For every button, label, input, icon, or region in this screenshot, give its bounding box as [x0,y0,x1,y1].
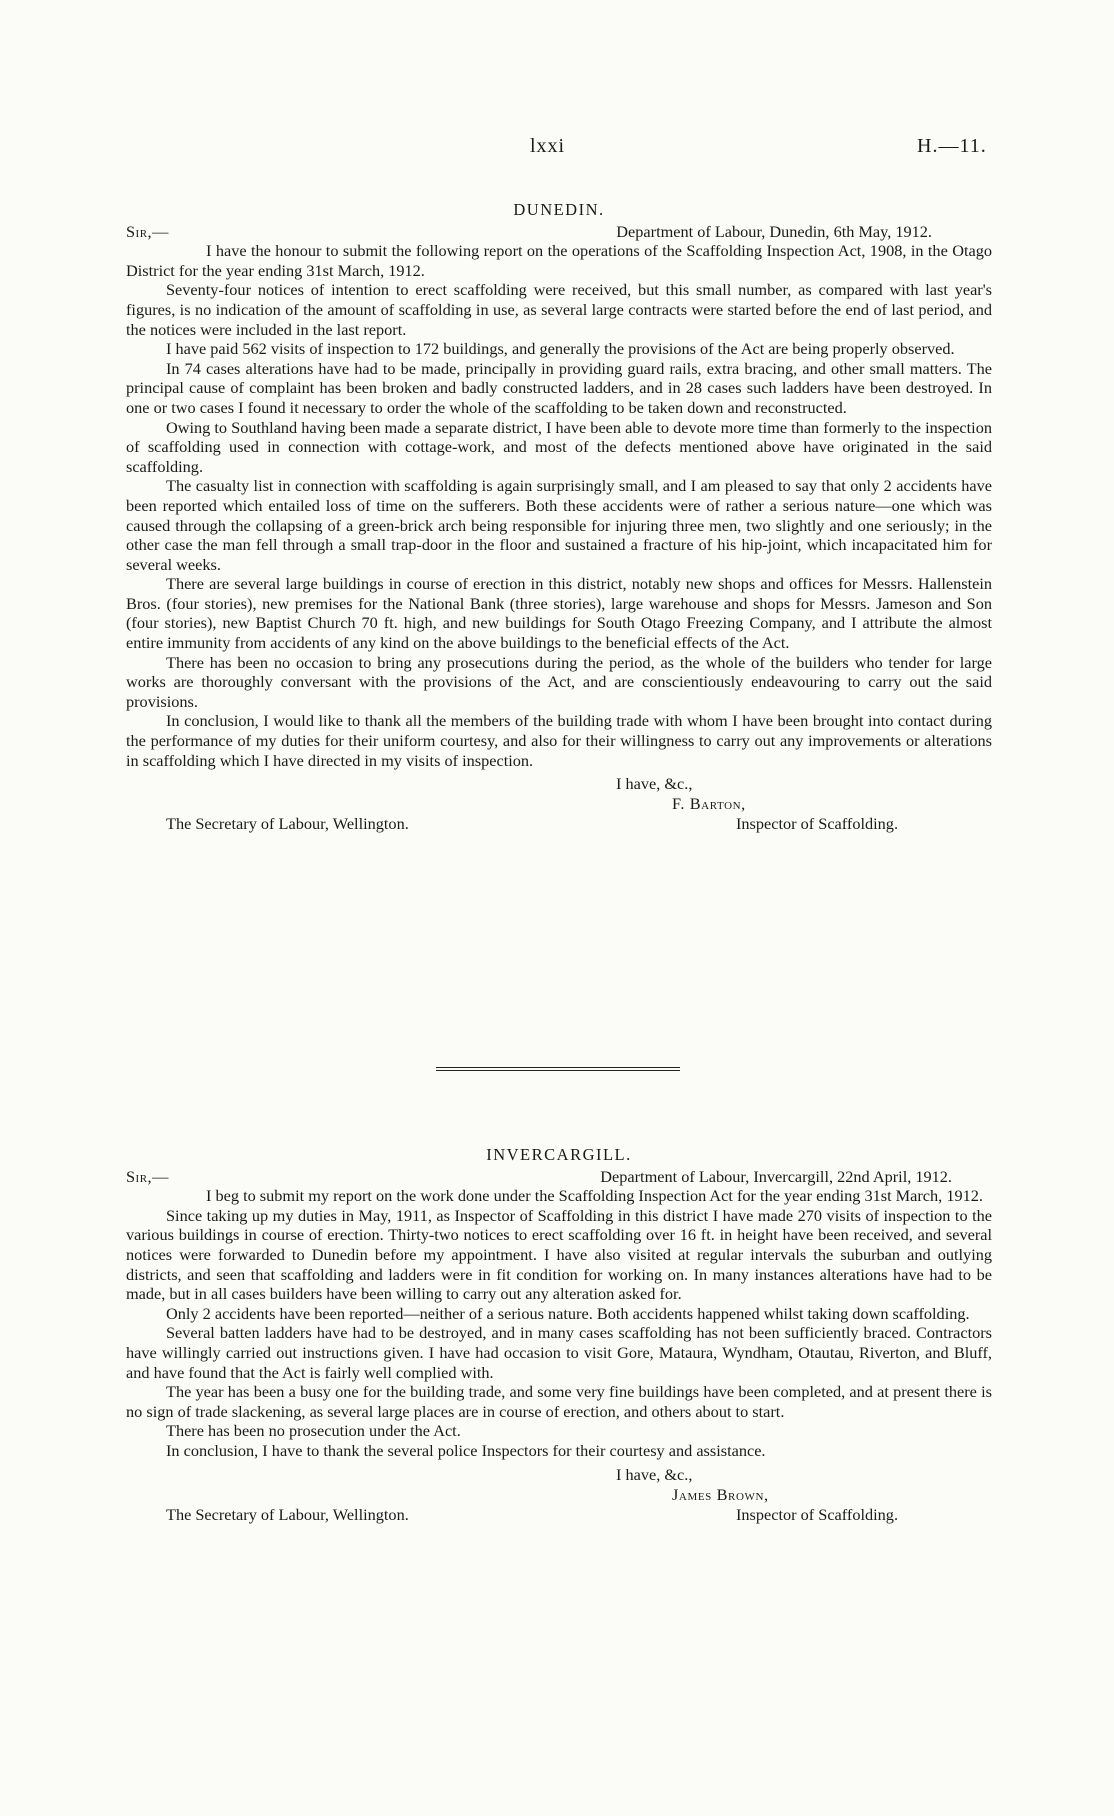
paragraph: Since taking up my duties in May, 1911, as Inspector of Scaffolding in this district I have made 270 visits of inspection to the various buildings in course of erection. Thirty-two notices to erect scaffolding over 16 ft. in height have been received, and several notices were forwarded to Dunedin before my appointment. I have also visited at regular intervals the suburban and outlying districts, and seen that scaffolding and ladders were in fit condition for working on. In many instances alterations have had to be made, but in all cases builders have been willing to carry out any alteration asked for. [126,1205,992,1304]
dunedin-report [126,200,992,834]
addressee: The Secretary of Labour, Wellington. [166,814,409,834]
dateline: Department of Labour, Dunedin, 6th May, 1912. [616,221,932,241]
paragraph: In conclusion, I have to thank the several police Inspectors for their courtesy and assistance. [166,1440,766,1460]
closing-phrase: I have, &c., [616,774,693,794]
document-code: H.—11. [917,135,987,157]
signature-block [126,774,992,834]
paragraph: The year has been a busy one for the building trade, and some very fine buildings have been completed, and at present there is no sign of trade slackening, as several large places are in course of erection, and others about to start. [126,1382,992,1421]
salutation-line [126,222,992,242]
paragraph: In conclusion, I would like to thank all the members of the building trade with whom I have been brought into contact during the performance of my duties for their uniform courtesy, and also for their willingness to carry out any improvements or alterations in scaffolding which I have directed in my visits of inspection. [126,711,992,770]
signatory-title: Inspector of Scaffolding. [736,814,899,834]
paragraph: Owing to Southland having been made a separate district, I have been able to devote more time than formerly to the inspection of scaffolding used in connection with cottage-work, and most of the defects mentioned above have originated in the said scaffolding. [126,417,992,476]
paragraph: Seventy-four notices of intention to erect scaffolding were received, but this small number, as compared with last year's figures, is no indication of the amount of scaffolding in use, as several large contracts were started before the end of last period, and the notices were included in the last report. [126,280,992,339]
signature-block [126,1465,992,1525]
salutation: Sir,— [126,221,169,241]
paragraph: I have the honour to submit the following report on the operations of the Scaffolding Inspection Act, 1908, in the Otago District for the year ending 31st March, 1912. [126,241,992,280]
signatory-name: James Brown, [672,1484,769,1504]
paragraph: Several batten ladders have had to be destroyed, and in many cases scaffolding has not been sufficiently braced. Contractors have willingly carried out instructions given. I have had occasion to visit Gore, Mataura, Wyndham, Otautau, Riverton, and Bluff, and have found that the Act is fairly well complied with. [126,1323,992,1382]
paragraph: There has been no prosecution under the Act. [166,1421,461,1441]
paragraph: Only 2 accidents have been reported—neither of a serious nature. Both accidents happened whilst taking down scaffolding. [166,1303,970,1323]
page-number: lxxi [530,135,566,157]
signatory-name: F. Barton, [672,794,746,814]
paragraph: There are several large buildings in course of erection in this district, notably new shops and offices for Messrs. Hallenstein Bros. (four stories), new premises for the National Bank (three stories), large warehouse and shops for Messrs. Jameson and Son (four stories), new Baptist Church 70 ft. high, and new buildings for South Otago Freezing Company, and I attribute the almost entire immunity from accidents of any kind on the above buildings to the beneficial effects of the Act. [126,574,992,653]
paragraph: The casualty list in connection with scaffolding is again surprisingly small, and I am pleased to say that only 2 accidents have been reported which entailed loss of time on the sufferers. Both these accidents were of rather a serious nature—one which was caused through the collapsing of a green-brick arch being responsible for injuring three men, two slightly and one seriously; in the other case the man fell through a small trap-door in the floor and sustained a fracture of his hip-joint, which incapacitated him for several weeks. [126,476,992,574]
invercargill-report [126,1145,992,1525]
section-heading: DUNEDIN. [513,200,605,219]
dateline: Department of Labour, Invercargill, 22nd April, 1912. [600,1166,952,1186]
section-divider [436,1067,680,1071]
paragraph: I beg to submit my report on the work done under the Scaffolding Inspection Act for the year ending 31st March, 1912. [206,1186,983,1206]
salutation-line [126,1167,992,1187]
paragraph: I have paid 562 visits of inspection to 172 buildings, and generally the provisions of the Act are being properly observed. [166,339,955,359]
closing-phrase: I have, &c., [616,1464,693,1484]
signatory-title: Inspector of Scaffolding. [736,1504,899,1524]
salutation: Sir,— [126,1166,169,1186]
addressee: The Secretary of Labour, Wellington. [166,1504,409,1524]
paragraph: In 74 cases alterations have had to be made, principally in providing guard rails, extra bracing, and other small matters. The principal cause of complaint has been broken and badly constructed ladders, and in 28 cases such ladders have been destroyed. In one or two cases I found it necessary to order the whole of the scaffolding to be taken down and reconstructed. [126,358,992,417]
paragraph: There has been no occasion to bring any prosecutions during the period, as the whole of the builders who tender for large works are thoroughly conversant with the provisions of the Act, and are conscientiously endeavouring to carry out the said provisions. [126,652,992,711]
section-heading: INVERCARGILL. [486,1145,632,1164]
